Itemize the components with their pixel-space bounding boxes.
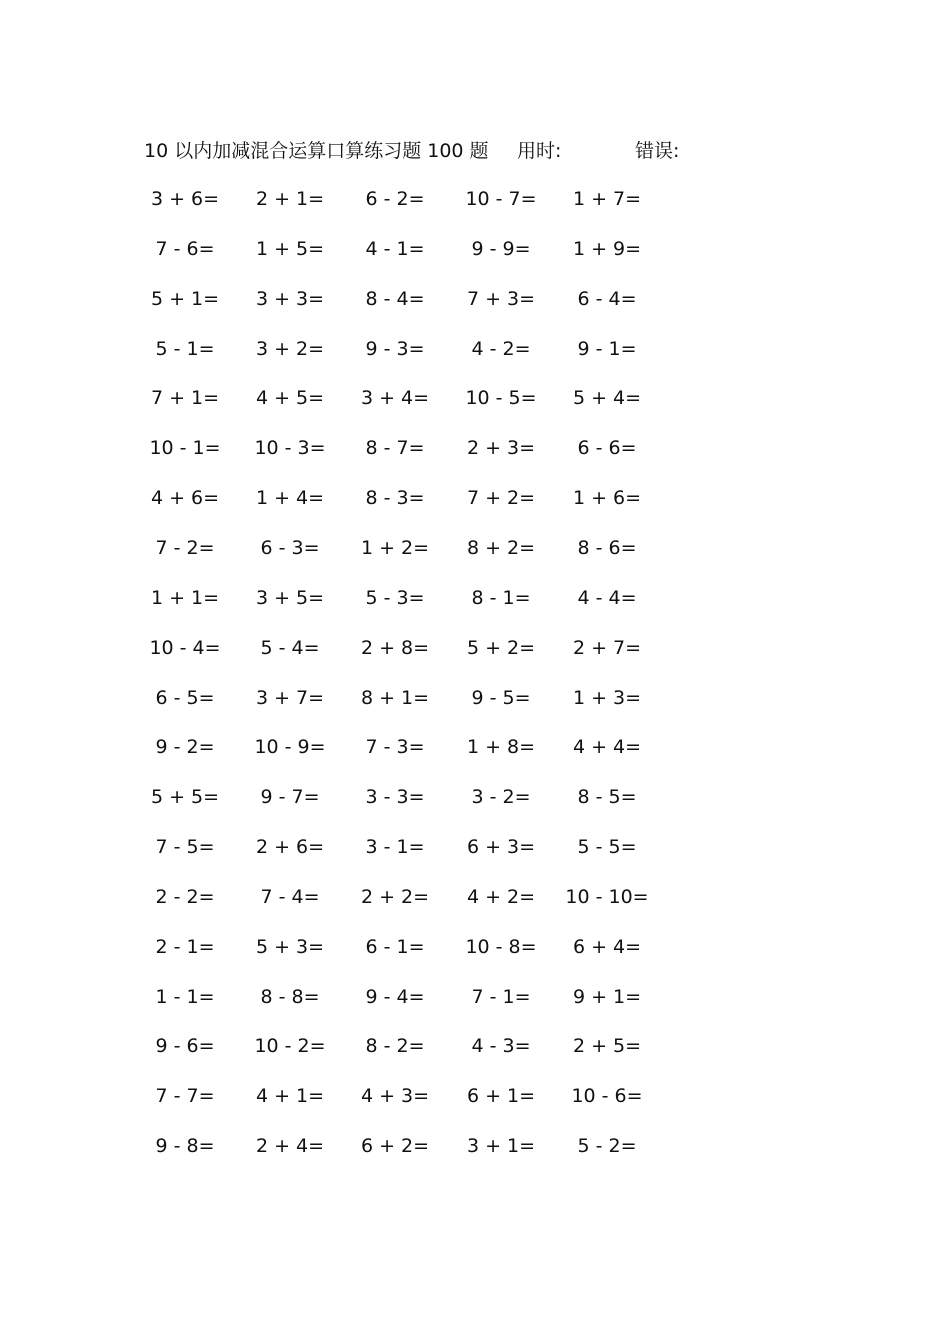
problem-item: 10 - 1= [149, 437, 221, 460]
problem-item: 10 - 2= [254, 1035, 326, 1058]
problem-item: 3 - 1= [365, 836, 425, 859]
problem-item: 6 - 1= [365, 935, 425, 958]
problem-item: 6 - 4= [577, 287, 637, 310]
problem-item: 7 - 2= [155, 536, 215, 559]
problem-item: 3 + 2= [255, 337, 325, 360]
problem-item: 5 + 4= [572, 387, 642, 410]
problem-item: 9 - 5= [471, 686, 531, 709]
problem-item: 5 - 5= [577, 836, 637, 859]
problem-item: 9 - 9= [471, 237, 531, 260]
problem-item: 4 - 4= [577, 586, 637, 609]
problem-item: 4 + 3= [360, 1085, 430, 1108]
problem-item: 4 + 5= [255, 387, 325, 410]
problem-item: 1 + 1= [150, 586, 220, 609]
problem-item: 2 + 1= [255, 188, 325, 210]
problem-item: 9 - 4= [365, 985, 425, 1008]
problem-item: 6 + 3= [466, 836, 536, 859]
problem-item: 4 - 2= [471, 337, 531, 360]
problem-item: 1 + 3= [572, 686, 642, 709]
problem-item: 3 + 3= [255, 287, 325, 310]
problem-item: 7 - 4= [260, 885, 320, 908]
problem-item: 1 + 5= [255, 237, 325, 260]
problem-item: 3 + 7= [255, 686, 325, 709]
problem-item: 7 - 5= [155, 836, 215, 859]
problem-item: 10 - 7= [465, 188, 537, 210]
problem-item: 8 - 7= [365, 437, 425, 460]
problem-item: 6 + 2= [360, 1135, 430, 1158]
problem-item: 10 - 3= [254, 437, 326, 460]
problem-item: 3 + 6= [150, 188, 220, 210]
problem-item: 1 + 7= [572, 188, 642, 210]
problem-item: 4 + 1= [255, 1085, 325, 1108]
problem-item: 5 - 4= [260, 636, 320, 659]
problem-item: 6 - 2= [365, 188, 425, 210]
problem-item: 8 - 1= [471, 586, 531, 609]
problem-item: 7 - 7= [155, 1085, 215, 1108]
problem-item: 3 + 4= [360, 387, 430, 410]
problem-item: 1 + 4= [255, 487, 325, 510]
problem-item: 7 + 2= [466, 487, 536, 510]
problem-item: 9 - 8= [155, 1135, 215, 1158]
problem-item: 3 - 2= [471, 786, 531, 809]
problem-item: 8 - 6= [577, 536, 637, 559]
problem-item: 10 - 10= [565, 885, 649, 908]
problem-item: 9 + 1= [572, 985, 642, 1008]
problem-item: 4 - 1= [365, 237, 425, 260]
problem-item: 7 - 3= [365, 736, 425, 759]
problem-item: 2 + 2= [360, 885, 430, 908]
problem-item: 6 - 3= [260, 536, 320, 559]
problem-item: 2 + 5= [572, 1035, 642, 1058]
problem-item: 9 - 7= [260, 786, 320, 809]
problem-item: 8 - 4= [365, 287, 425, 310]
problem-item: 10 - 4= [149, 636, 221, 659]
problem-item: 9 - 1= [577, 337, 637, 360]
problem-item: 5 - 2= [577, 1135, 637, 1158]
problem-item: 8 + 2= [466, 536, 536, 559]
problem-item: 9 - 6= [155, 1035, 215, 1058]
problem-item: 3 + 5= [255, 586, 325, 609]
problem-item: 7 + 3= [466, 287, 536, 310]
problem-item: 8 - 5= [577, 786, 637, 809]
problem-item: 10 - 6= [571, 1085, 643, 1108]
problem-item: 6 + 4= [572, 935, 642, 958]
problem-item: 4 + 6= [150, 487, 220, 510]
problem-item: 6 - 5= [155, 686, 215, 709]
problem-item: 1 + 9= [572, 237, 642, 260]
problem-item: 2 + 8= [360, 636, 430, 659]
problem-item: 2 - 2= [155, 885, 215, 908]
problem-item: 8 + 1= [360, 686, 430, 709]
errors-label: 错误: [635, 140, 680, 162]
problem-item: 5 + 1= [150, 287, 220, 310]
problem-item: 2 - 1= [155, 935, 215, 958]
problem-item: 7 + 1= [150, 387, 220, 410]
problem-item: 5 - 3= [365, 586, 425, 609]
problem-item: 9 - 2= [155, 736, 215, 759]
problem-item: 4 + 4= [572, 736, 642, 759]
problem-item: 5 + 3= [255, 935, 325, 958]
problem-item: 5 + 2= [466, 636, 536, 659]
problem-item: 6 - 6= [577, 437, 637, 460]
problem-item: 1 + 6= [572, 487, 642, 510]
problem-item: 10 - 8= [465, 935, 537, 958]
problem-item: 2 + 3= [466, 437, 536, 460]
problem-item: 10 - 5= [465, 387, 537, 410]
time-used-label: 用时: [517, 140, 562, 162]
problem-item: 2 + 4= [255, 1135, 325, 1158]
problem-item: 2 + 6= [255, 836, 325, 859]
problem-item: 2 + 7= [572, 636, 642, 659]
problem-item: 10 - 9= [254, 736, 326, 759]
problem-item: 5 + 5= [150, 786, 220, 809]
problem-item: 9 - 3= [365, 337, 425, 360]
problem-item: 5 - 1= [155, 337, 215, 360]
problem-item: 7 - 6= [155, 237, 215, 260]
problem-item: 1 + 8= [466, 736, 536, 759]
problem-item: 4 + 2= [466, 885, 536, 908]
problem-item: 3 - 3= [365, 786, 425, 809]
worksheet-title: 10 以内加减混合运算口算练习题 100 题 [144, 140, 489, 162]
problem-item: 7 - 1= [471, 985, 531, 1008]
problem-item: 8 - 3= [365, 487, 425, 510]
problem-item: 4 - 3= [471, 1035, 531, 1058]
problem-item: 8 - 2= [365, 1035, 425, 1058]
problem-item: 6 + 1= [466, 1085, 536, 1108]
problem-item: 3 + 1= [466, 1135, 536, 1158]
problem-item: 1 - 1= [155, 985, 215, 1008]
problem-item: 8 - 8= [260, 985, 320, 1008]
problem-item: 1 + 2= [360, 536, 430, 559]
